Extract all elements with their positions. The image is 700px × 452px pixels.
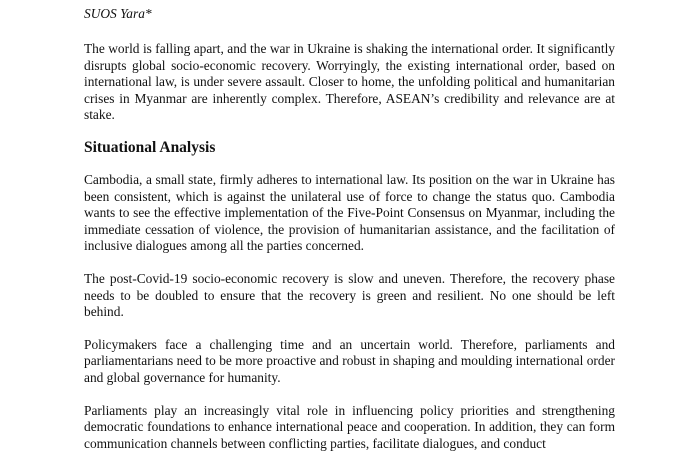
paragraph-cambodia-position: Cambodia, a small state, firmly adheres to international law. Its position on the war in Ukraine has been consistent, which is against the unilateral use of force to change the status quo. Cambodia wants to see the effective implementation of the Five-Point Consensus on Myanmar, including the immediate cessation of violence, the provision of humanitarian assistance, and the facilitation of inclusive dialogues among all the parties concerned. xyxy=(84,172,615,255)
paragraph-covid-recovery: The post-Covid-19 socio-economic recovery is slow and uneven. Therefore, the recovery phase needs to be doubled to ensure that the recovery is green and resilient. No one should be left behind. xyxy=(84,271,615,321)
paragraph-policymakers: Policymakers face a challenging time and an uncertain world. Therefore, parliaments and parliamentarians need to be more proactive and robust in shaping and moulding international order and global governance for humanity. xyxy=(84,337,615,387)
section-heading: Situational Analysis xyxy=(84,139,615,157)
author-name: SUOS Yara* xyxy=(84,6,615,22)
intro-paragraph: The world is falling apart, and the war in Ukraine is shaking the international order. It significantly disrupts global socio-economic recovery. Worryingly, the existing international order, based on international law, is under severe assault. Closer to home, the unfolding political and humanitarian crises in Myanmar are inherently complex. Therefore, ASEAN’s credibility and relevance are at stake. xyxy=(84,41,615,124)
paragraph-parliaments-role: Parliaments play an increasingly vital role in influencing policy priorities and strengthening democratic foundations to enhance international peace and cooperation. In addition, they can form communication channels between conflicting parties, facilitate dialogues, and conduct xyxy=(84,403,615,452)
document-page xyxy=(84,0,615,452)
